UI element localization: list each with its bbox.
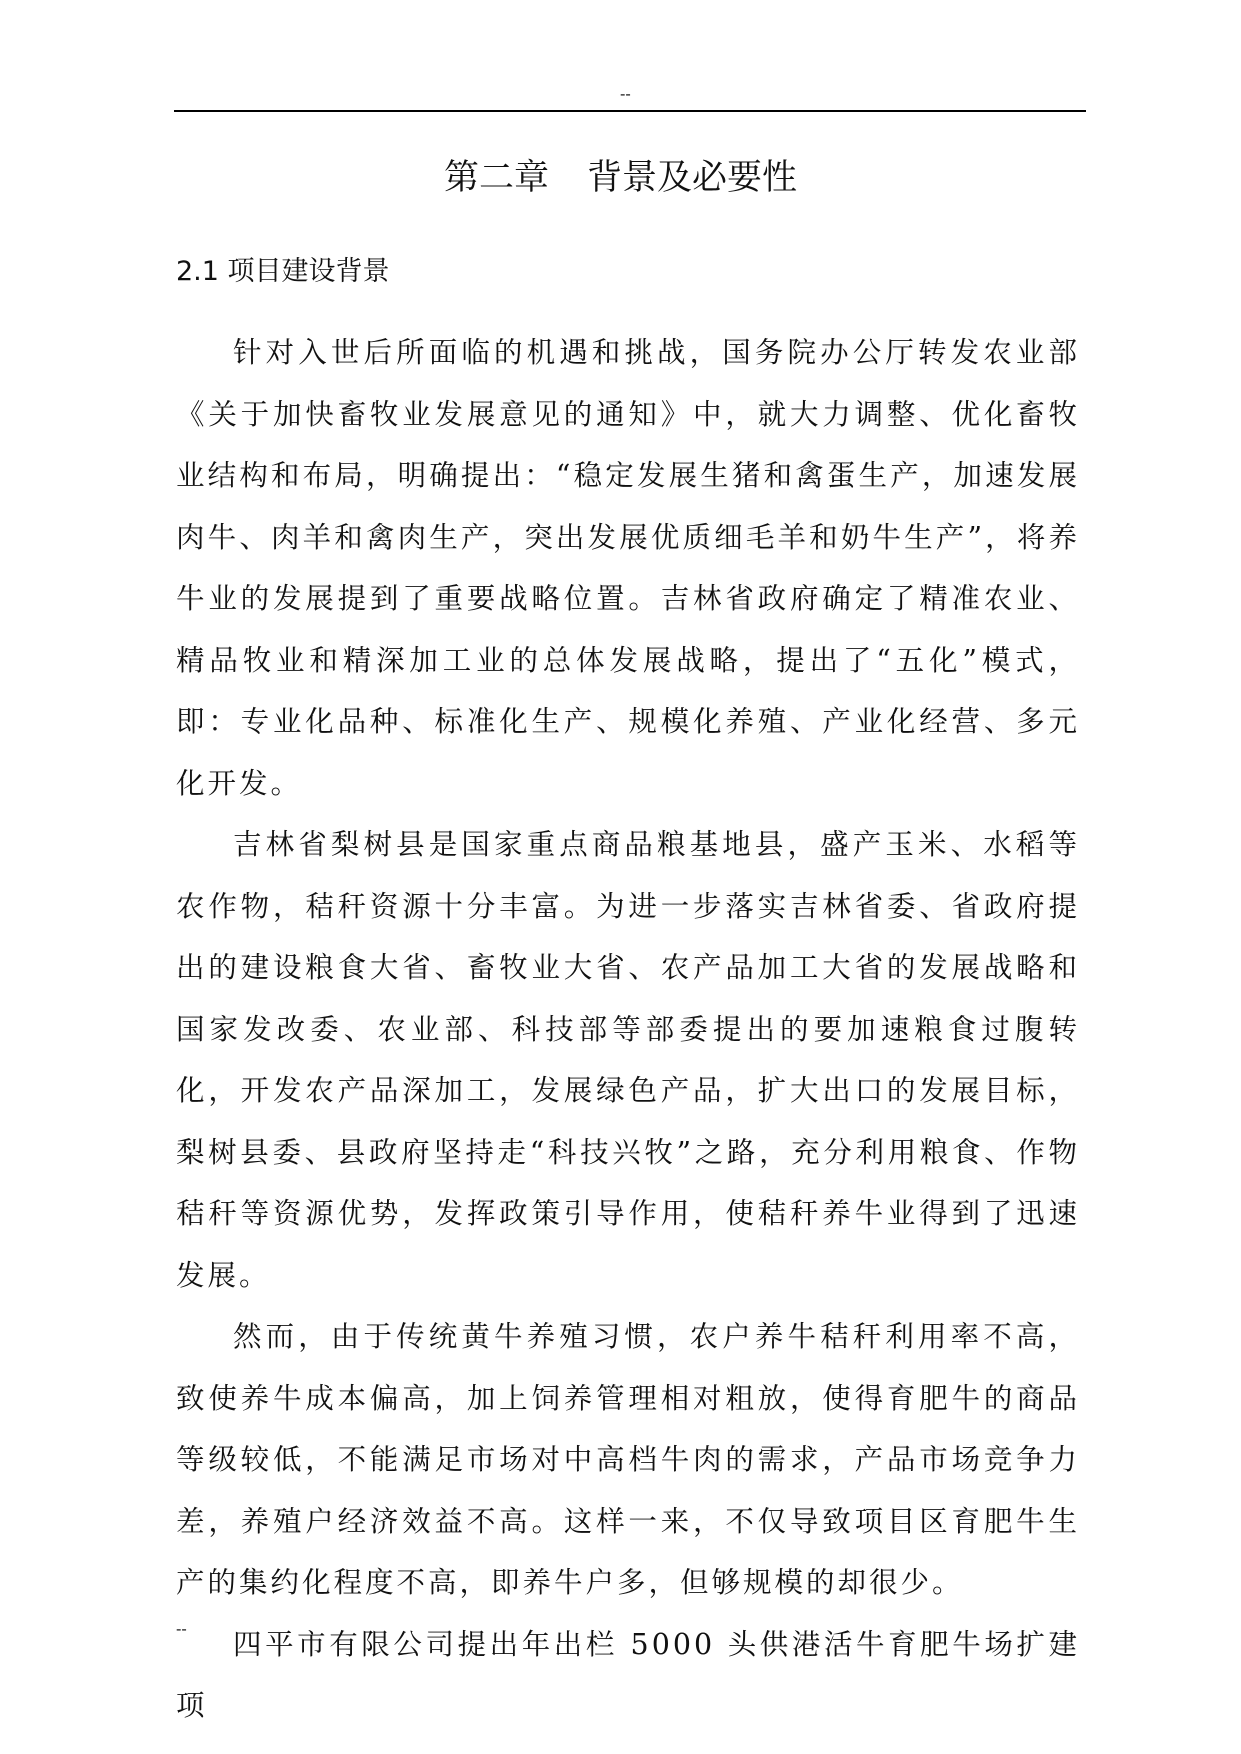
chapter-title-text: 背景及必要性: [587, 158, 798, 198]
section-heading: 2.1 项目建设背景: [176, 256, 390, 287]
body-text: [176, 322, 1080, 1737]
paragraph: 吉林省梨树县是国家重点商品粮基地县，盛产玉米、水稻等农作物，秸秆资源十分丰富。为进一步落实吉林省委、省政府提出的建设粮食大省、畜牧业大省、农产品加工大省的发展战略和国家发改委、农业部、科技部等部委提出的要加速粮食过腹转化，开发农产品深加工，发展绿色产品，扩大出口的发展目标，梨树县委、县政府坚持走“科技兴牧”之路，充分利用粮食、作物秸秆等资源优势，发挥政策引导作用，使秸秆养牛业得到了迅速发展。: [176, 828, 1080, 1292]
paragraph: 四平市有限公司提出年出栏 5000 头供港活牛育肥牛场扩建项: [176, 1627, 1080, 1722]
header-rule: [174, 110, 1086, 112]
paragraph: 然而，由于传统黄牛养殖习惯，农户养牛秸秆利用率不高，致使养牛成本偏高，加上饲养管理相对粗放，使得育肥牛的商品等级较低，不能满足市场对中高档牛肉的需求，产品市场竞争力差，养殖户经济效益不高。这样一来，不仅导致项目区育肥牛生产的集约化程度不高，即养牛户多，但够规模的却很少。: [176, 1320, 1080, 1599]
page-footer-mark: --: [176, 1619, 187, 1638]
paragraph: 针对入世后所面临的机遇和挑战，国务院办公厅转发农业部《关于加快畜牧业发展意见的通知》中，就大力调整、优化畜牧业结构和布局，明确提出：“稳定发展生猪和禽蛋生产，加速发展肉牛、肉羊和禽肉生产，突出发展优质细毛羊和奶牛生产”，将养牛业的发展提到了重要战略位置。吉林省政府确定了精准农业、精品牧业和精深加工业的总体发展战略，提出了“五化”模式，即：专业化品种、标准化生产、规模化养殖、产业化经营、多元化开发。: [176, 336, 1080, 800]
page-header-mark: --: [620, 84, 631, 103]
chapter-number: 第二章: [443, 158, 549, 198]
chapter-title: [0, 153, 1241, 203]
